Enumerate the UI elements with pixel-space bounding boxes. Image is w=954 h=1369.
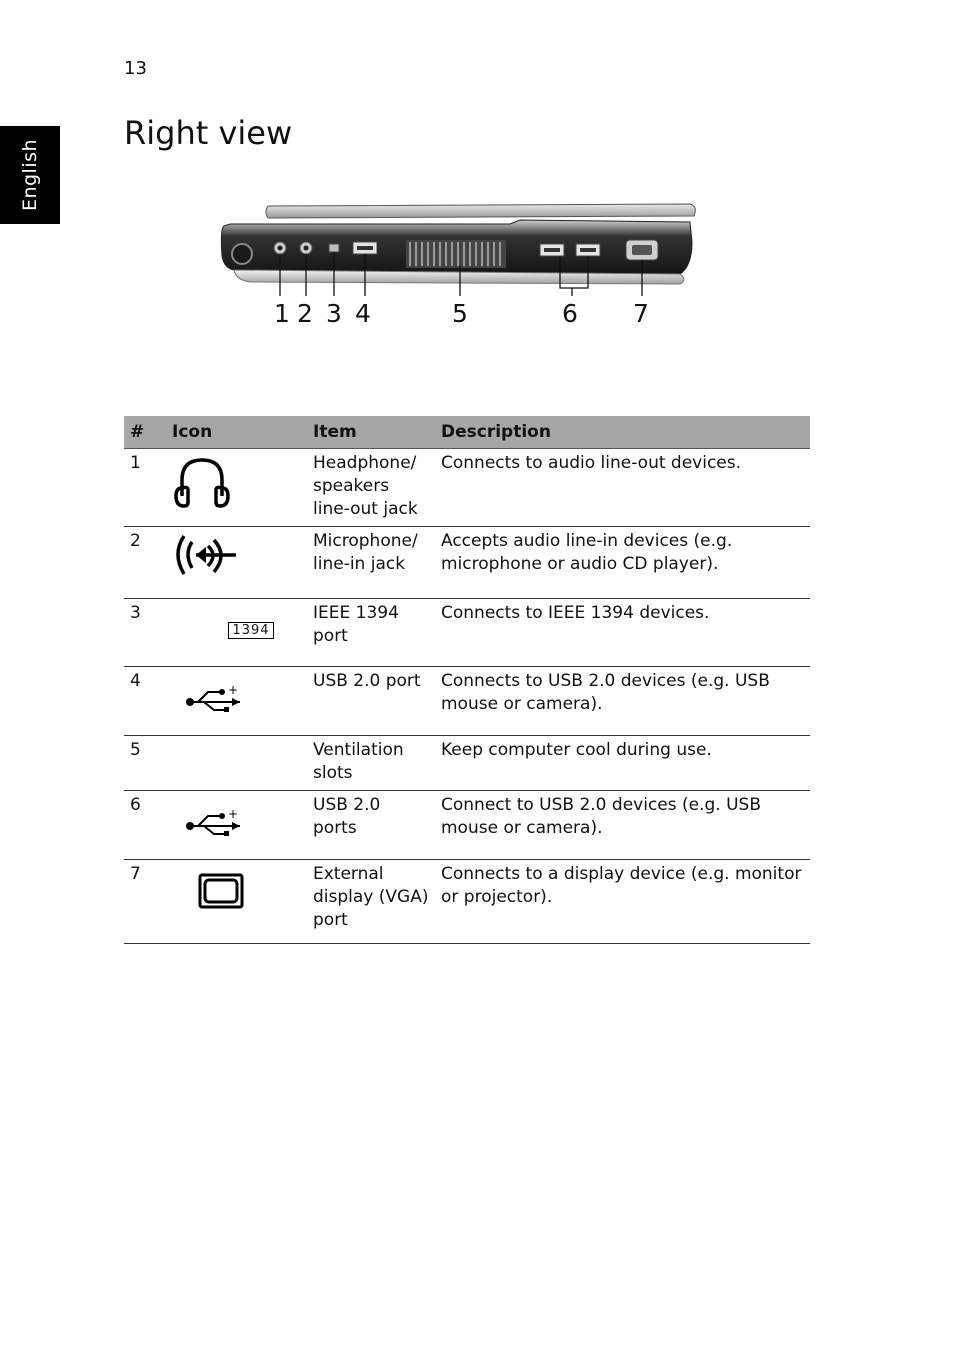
row-item: External display (VGA) port [307,860,435,944]
ieee1394-icon: 1394 [228,622,274,639]
headphone-icon [172,452,232,512]
callout-2: 2 [297,299,313,328]
header-icon: Icon [166,416,307,449]
table-row [124,449,810,527]
header-num: # [124,416,166,449]
table-row [124,527,810,599]
svg-text:+: + [228,807,239,821]
usb-icon [180,680,250,716]
row-num: 7 [124,860,166,944]
row-num: 2 [124,527,166,599]
table-row [124,667,810,736]
callout-4: 4 [355,299,371,328]
row-description: Connects to audio line-out devices. [435,449,810,527]
ports-table [124,416,810,944]
header-item: Item [307,416,435,449]
table-row [124,736,810,791]
callout-5: 5 [452,299,468,328]
header-description: Description [435,416,810,449]
row-description: Connects to a display device (e.g. monitor or projector). [435,860,810,944]
row-num: 6 [124,791,166,860]
row-num: 1 [124,449,166,527]
row-item: IEEE 1394 port [307,599,435,667]
row-item: USB 2.0 port [307,667,435,736]
row-item: USB 2.0 ports [307,791,435,860]
row-item: Headphone/ speakers line-out jack [307,449,435,527]
svg-text:+: + [228,683,239,697]
page-number: 13 [124,58,147,79]
row-description: Keep computer cool during use. [435,736,810,791]
language-tab [0,126,60,224]
usb-icon [180,804,250,840]
microphone-linein-icon [172,530,242,580]
language-tab-label: English [19,138,42,212]
laptop-right-view-illustration [210,196,710,336]
callout-7: 7 [633,299,649,328]
row-item: Ventilation slots [307,736,435,791]
table-row [124,791,810,860]
table-row [124,599,810,667]
vga-display-icon [194,869,254,919]
row-description: Connect to USB 2.0 devices (e.g. USB mouse or camera). [435,791,810,860]
row-num: 3 [124,599,166,667]
table-row [124,860,810,944]
page-title: Right view [124,114,293,152]
row-num: 4 [124,667,166,736]
callout-6: 6 [562,299,578,328]
callout-1: 1 [274,299,290,328]
row-item: Microphone/ line-in jack [307,527,435,599]
table-header-row [124,416,810,449]
row-description: Connects to USB 2.0 devices (e.g. USB mouse or camera). [435,667,810,736]
row-description: Accepts audio line-in devices (e.g. microphone or audio CD player). [435,527,810,599]
row-num: 5 [124,736,166,791]
row-description: Connects to IEEE 1394 devices. [435,599,810,667]
callout-3: 3 [326,299,342,328]
